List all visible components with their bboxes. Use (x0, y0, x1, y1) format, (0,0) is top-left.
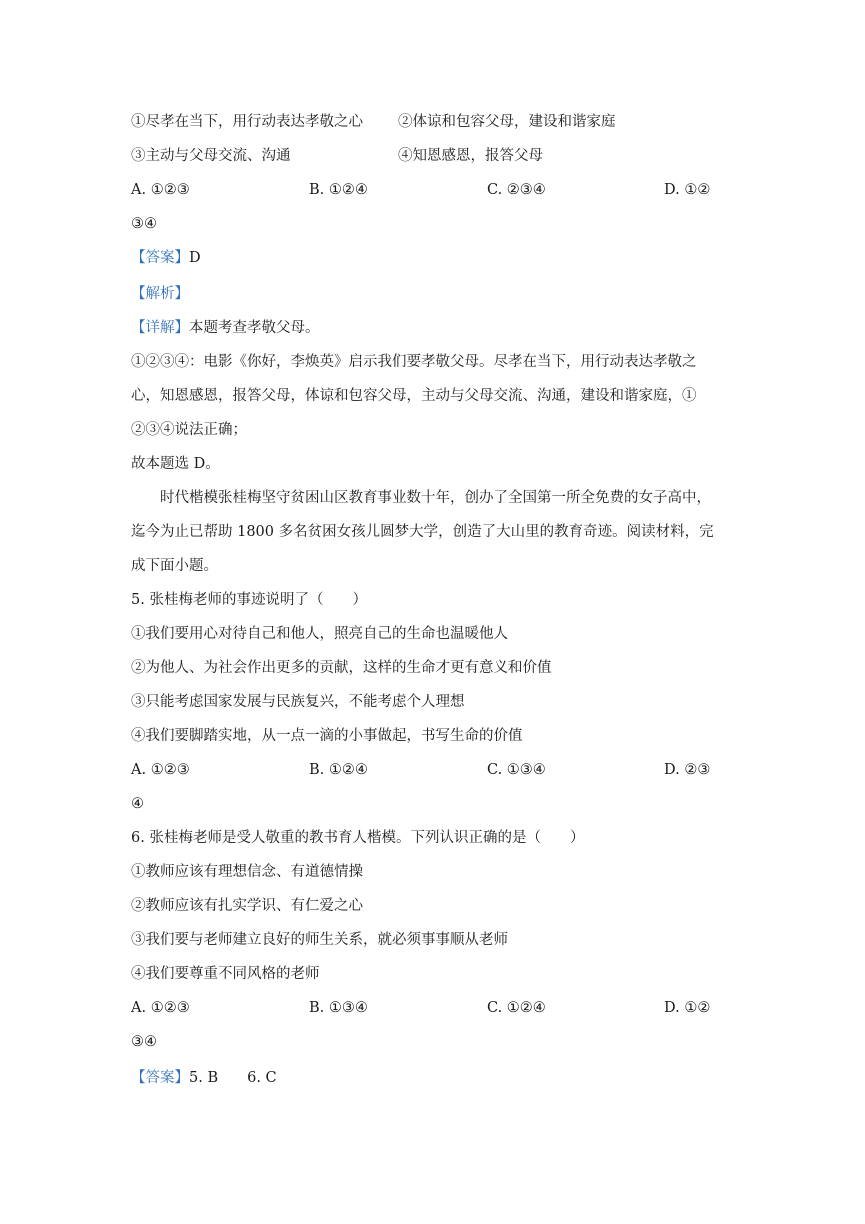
q5-option-3: ③只能考虑国家发展与民族复兴，不能考虑个人理想 (131, 694, 465, 710)
q4-choice-c: C. ②③④ (487, 182, 546, 198)
q4-option-3: ③主动与父母交流、沟通 (131, 148, 291, 164)
q6-stem: 6. 张桂梅老师是受人敬重的教书育人楷模。下列认识正确的是（ ） (131, 830, 585, 846)
q5-option-2: ②为他人、为社会作出更多的贡献，这样的生命才更有意义和价值 (131, 660, 552, 676)
q4-explanation-line-2: 心，知恩感恩，报答父母，体谅和包容父母，主动与父母交流、沟通，建设和谐家庭，① (131, 388, 697, 404)
q5-choice-d-continued: ④ (131, 796, 144, 812)
q4-explanation-line-3: ②③④说法正确； (131, 422, 247, 438)
q6-choice-a: A. ①②③ (131, 1000, 190, 1016)
q6-option-4: ④我们要尊重不同风格的老师 (131, 966, 320, 982)
q4-explanation-line-1: ①②③④：电影《你好，李焕英》启示我们要孝敬父母。尽孝在当下，用行动表达孝敬之 (131, 354, 697, 370)
answer-value: D (189, 250, 201, 266)
analysis-tag: 【解析】 (131, 286, 189, 302)
answer-tag: 【答案】 (131, 250, 189, 266)
q4-answer (131, 248, 201, 268)
q4-detail (131, 318, 320, 338)
q6-option-2: ②教师应该有扎实学识、有仁爱之心 (131, 898, 363, 914)
q6-choice-d: D. ①② (664, 1000, 711, 1016)
q4-option-1: ①尽孝在当下，用行动表达孝敬之心 (131, 114, 363, 130)
q4-choice-b: B. ①②④ (309, 182, 368, 198)
q6-option-1: ①教师应该有理想信念、有道德情操 (131, 864, 363, 880)
q4-option-4: ④知恩感恩，报答父母 (398, 148, 543, 164)
q5-choice-b: B. ①②④ (309, 762, 368, 778)
q4-choice-d-continued: ③④ (131, 216, 157, 232)
material-line-1: 时代楷模张桂梅坚守贫困山区教育事业数十年，创办了全国第一所全免费的女子高中， (160, 490, 711, 506)
q6-choice-d-continued: ③④ (131, 1034, 157, 1050)
material-line-2: 迄今为止已帮助 1800 多名贫困女孩儿圆梦大学，创造了大山里的教育奇迹。阅读材料，完 (131, 524, 714, 540)
q6-option-3: ③我们要与老师建立良好的师生关系，就必须事事顺从老师 (131, 932, 508, 948)
q4-option-2: ②体谅和包容父母，建设和谐家庭 (398, 114, 616, 130)
material-line-3: 成下面小题。 (131, 558, 218, 574)
final-answer-text: 5. B 6. C (189, 1070, 277, 1086)
q6-choice-b: B. ①③④ (309, 1000, 368, 1016)
q5-choice-c: C. ①③④ (487, 762, 546, 778)
q4-choice-d: D. ①② (664, 182, 711, 198)
q5-option-4: ④我们要脚踏实地，从一点一滴的小事做起，书写生命的价值 (131, 728, 523, 744)
final-answer (131, 1068, 277, 1088)
q5-stem: 5. 张桂梅老师的事迹说明了（ ） (131, 592, 367, 608)
q4-choice-a: A. ①②③ (131, 182, 190, 198)
final-answer-tag: 【答案】 (131, 1070, 189, 1086)
detail-text: 本题考查孝敬父母。 (189, 320, 320, 336)
q5-choice-a: A. ①②③ (131, 762, 190, 778)
q4-conclusion: 故本题选 D。 (131, 456, 220, 472)
q5-choice-d: D. ②③ (664, 762, 711, 778)
q6-choice-c: C. ①②④ (487, 1000, 546, 1016)
detail-tag: 【详解】 (131, 320, 189, 336)
q5-option-1: ①我们要用心对待自己和他人，照亮自己的生命也温暖他人 (131, 626, 508, 642)
